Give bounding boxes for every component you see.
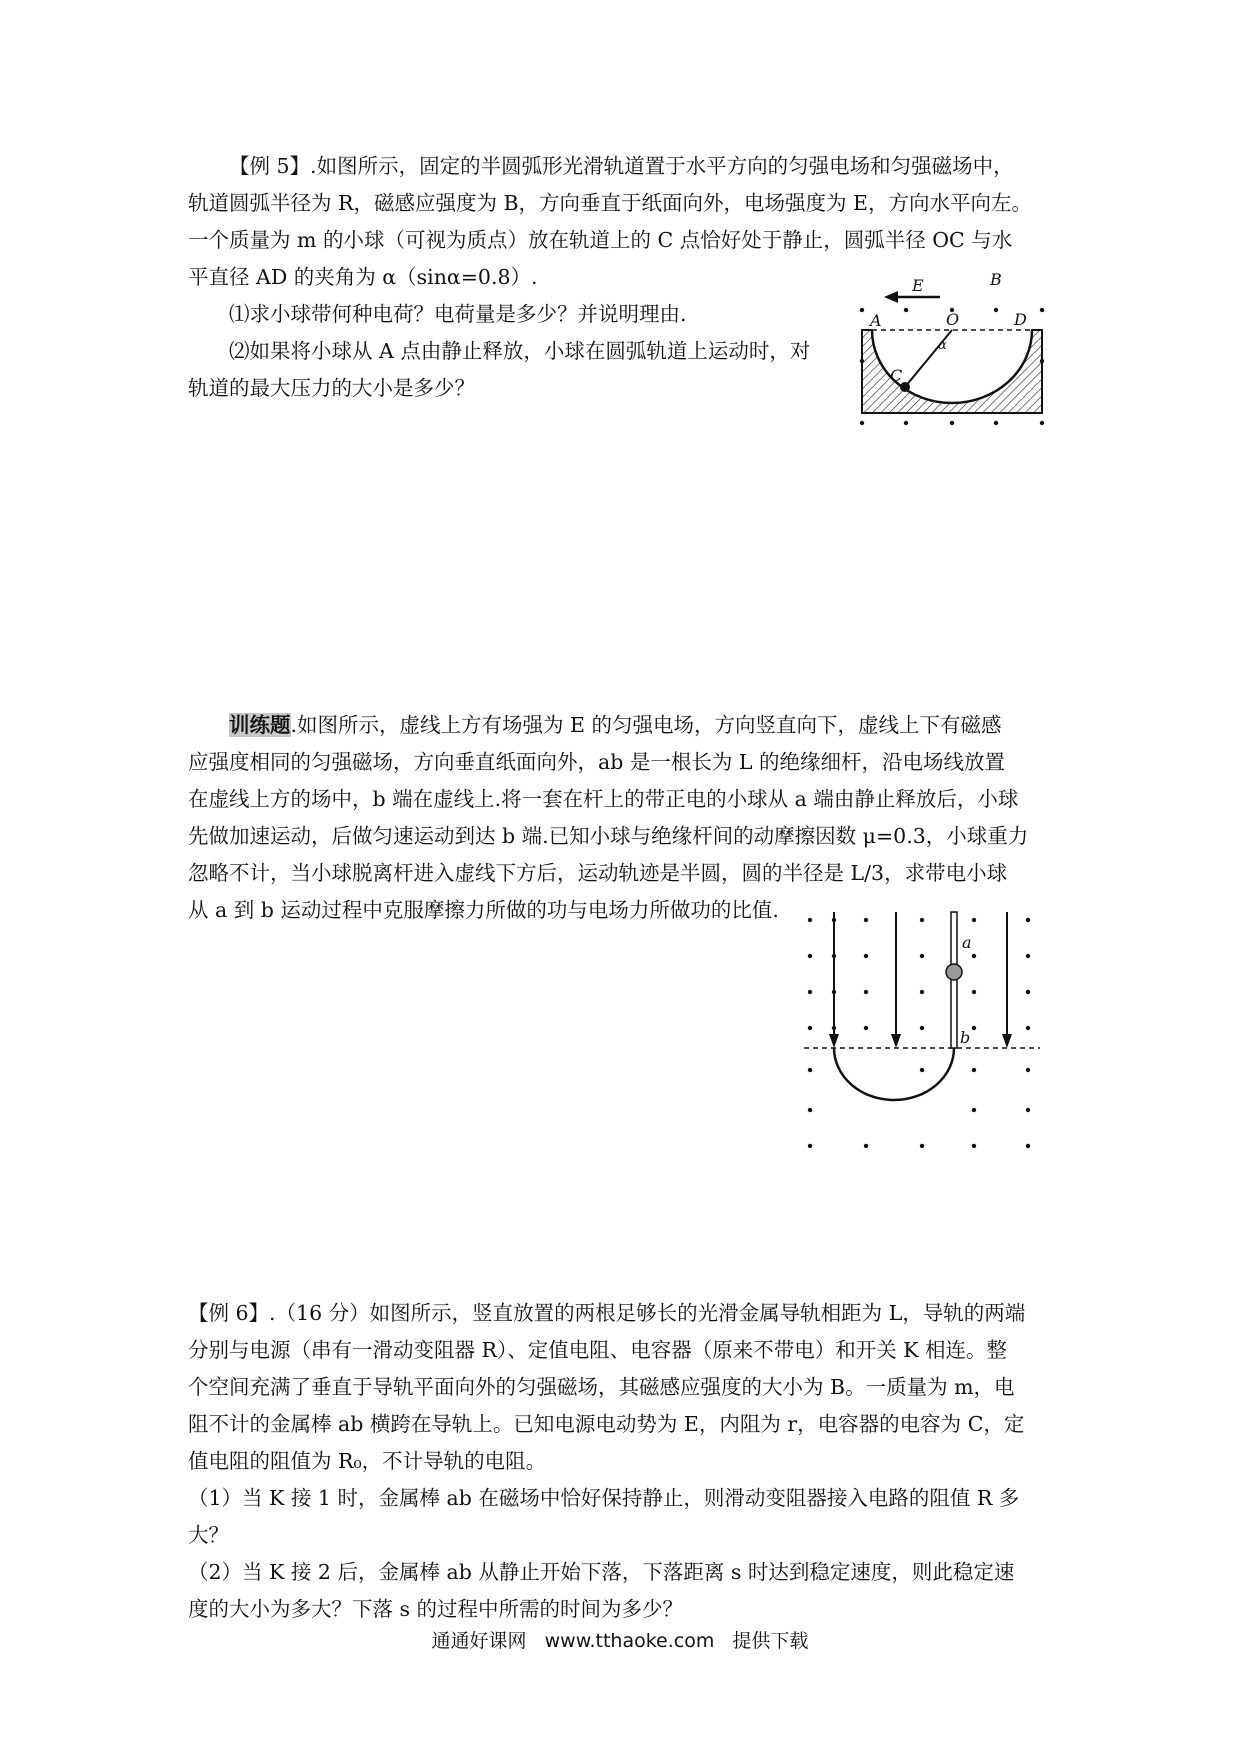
- page-footer: [0, 1626, 1240, 1653]
- label-alpha: α: [938, 338, 947, 353]
- example6-line-1: 【例 6】.（16 分）如图所示，竖直放置的两根足够长的光滑金属导轨相距为 L，导轨的两端: [188, 1301, 1026, 1325]
- example5-figure: [850, 265, 1060, 430]
- example5-line-1: 【例 5】.如图所示，固定的半圆弧形光滑轨道置于水平方向的匀强电场和匀强磁场中，: [229, 154, 1014, 178]
- example6-question-1-line-1: （1）当 K 接 1 时，金属棒 ab 在磁场中恰好保持静止，则滑动变阻器接入电路的阻值 R 多: [188, 1486, 1020, 1510]
- label-c: C: [890, 366, 903, 385]
- label-b: B: [990, 270, 1002, 289]
- training-text: [188, 707, 1054, 929]
- training-line-3: 在虚线上方的场中，b 端在虚线上.将一套在杆上的带正电的小球从 a 端由静止释放后，小球: [188, 787, 1019, 811]
- label-d: D: [1014, 310, 1027, 329]
- magnetic-field-dots: [808, 918, 1030, 1148]
- example6-question-1-line-2: 大？: [188, 1523, 229, 1547]
- example6-question-2-line-2: 度的大小为多大？下落 s 的过程中所需的时间为多少？: [188, 1597, 684, 1621]
- label-o: O: [946, 310, 960, 329]
- example6-text: [188, 1295, 1054, 1628]
- training-line-5: 忽略不计，当小球脱离杆进入虚线下方后，运动轨迹是半圆，圆的半径是 L/3，求带电小球: [188, 861, 1008, 885]
- footer-note: 提供下载: [732, 1630, 809, 1652]
- footer-site-name: 通通好课网: [431, 1630, 527, 1652]
- example5-line-3: 一个质量为 m 的小球（可视为质点）放在轨道上的 C 点恰好处于静止，圆弧半径 OC 与水: [188, 228, 1013, 252]
- example6-line-2: 分别与电源（串有一滑动变阻器 R）、定值电阻、电容器（原来不带电）和开关 K 相连。整: [188, 1338, 1008, 1362]
- label-e: E: [912, 276, 924, 295]
- training-label: 训练题: [229, 713, 291, 737]
- charged-ball: [946, 964, 962, 980]
- label-a: A: [870, 311, 882, 330]
- example5-question-2-line-1: ⑵如果将小球从 A 点由静止释放，小球在圆弧轨道上运动时，对: [229, 339, 811, 363]
- label-b: b: [960, 1028, 971, 1047]
- example5-question-1: ⑴求小球带何种电荷？电荷量是多少？并说明理由.: [229, 302, 687, 326]
- example6-line-4: 阻不计的金属棒 ab 横跨在导轨上。已知电源电动势为 E，内阻为 r，电容器的电容为 C，定: [188, 1412, 1025, 1436]
- training-line-1-text: .如图所示，虚线上方有场强为 E 的匀强电场，方向竖直向下，虚线上下有磁感: [290, 713, 1002, 737]
- label-a: a: [962, 933, 972, 952]
- semicircle-path: [834, 1048, 954, 1100]
- example6-line-5: 值电阻的阻值为 R₀，不计导轨的电阻。: [188, 1449, 547, 1473]
- example6-question-2-line-1: （2）当 K 接 2 后，金属棒 ab 从静止开始下落，下落距离 s 时达到稳定速度，则此稳定速: [188, 1560, 1015, 1584]
- training-figure: [800, 910, 1045, 1152]
- training-line-6: 从 a 到 b 运动过程中克服摩擦力所做的功与电场力所做功的比值.: [188, 898, 779, 922]
- example5-question-2-line-2: 轨道的最大压力的大小是多少？: [188, 376, 475, 400]
- training-line-2: 应强度相同的匀强磁场，方向垂直纸面向外，ab 是一根长为 L 的绝缘细杆，沿电场线放置: [188, 750, 1006, 774]
- example5-line-2: 轨道圆弧半径为 R，磁感应强度为 B，方向垂直于纸面向外，电场强度为 E，方向水平向左。: [188, 191, 1033, 215]
- footer-url: www.tthaoke.com: [544, 1630, 715, 1652]
- e-arrow-head: [884, 291, 898, 303]
- training-line-1: [188, 707, 1054, 744]
- example6-line-3: 个空间充满了垂直于导轨平面向外的匀强磁场，其磁感应强度的大小为 B。一质量为 m，电: [188, 1375, 1015, 1399]
- example5-line-4: 平直径 AD 的夹角为 α（sinα=0.8）.: [188, 265, 538, 289]
- training-line-4: 先做加速运动，后做匀速运动到达 b 端.已知小球与绝缘杆间的动摩擦因数 μ=0.3，小球重力: [188, 824, 1029, 848]
